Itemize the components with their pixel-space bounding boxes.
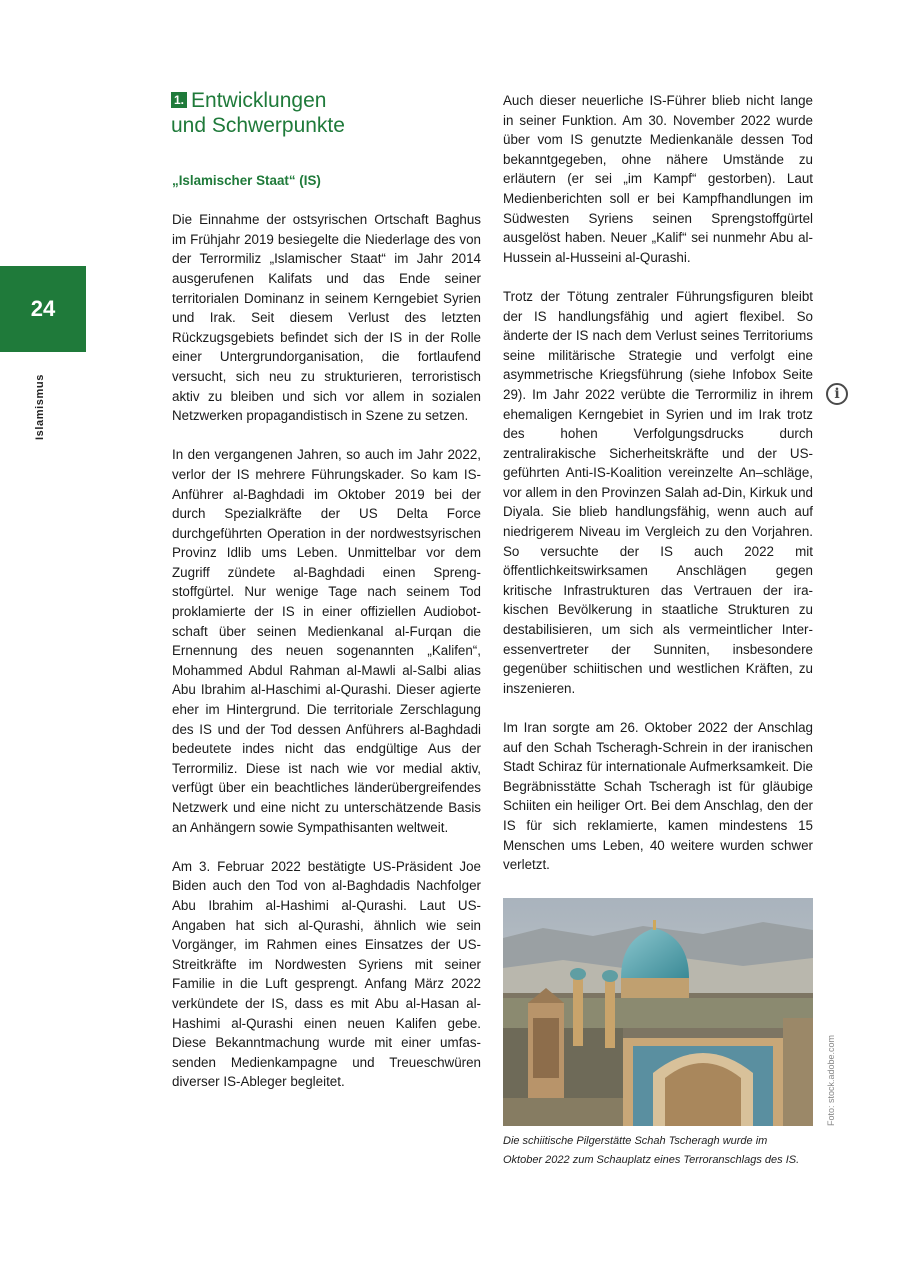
paragraph: Im Iran sorgte am 26. Oktober 2022 der Anschlag auf den Schah Tscheragh-Schrein in der iranischen Stadt Schiraz für internationale Aufmerksamkeit. Die Begräbnisstätte Schah Tscheragh ist für gläubige Schiiten ein heiliger Ort. Bei dem Anschlag, den der IS für sich reklamierte, kamen mindestens 15 Menschen ums Leben, 40 weitere wurden schwer verletzt.	[503, 720, 813, 873]
photo-credit: Foto: stock.adobe.com	[826, 1034, 836, 1126]
right-column	[503, 91, 813, 894]
photo-caption	[503, 1132, 833, 1170]
paragraph: Auch dieser neuerliche IS-Führer blieb nicht lange in seiner Funktion. Am 30. November 2022 wurde über vom IS genutzte Medienkanäle dessen Tod bekanntgegeben, ohne nähere Umstände zu erläutern (er sei „im Kampf“ gestorben). Laut Medienberichten soll er bei Kampfhandlungen im Südwesten Syriens seinen Sprengstoffgürtel ausgelöst haben. Neuer „Kalif“ sei nunmehr Abu al-Hussein al-Husseini al-Qurashi.	[503, 93, 813, 265]
paragraph: Die Einnahme der ostsyrischen Ortschaft Baghus im Frühjahr 2019 besiegelte die Niederlage des von der Terrormiliz „Islamischer Staat“ im Jahr 2014 ausgerufenen Kalifats und das Ende seiner territorialen Dominanz in seinem Kerngebiet Syrien und Irak. Seit diesem Verlust des letzten Rückzugsgebiets befindet sich der IS in der Rolle einer Untergrundorganisation, die fortlaufend versucht, sich neu zu strukturieren, terroristisch aktiv zu bleiben und sich vor allem in sozialen Netzwerken propagandistisch in Szene zu setzen.	[172, 212, 481, 424]
subheading: „Islamischer Staat“ (IS)	[172, 173, 321, 188]
shrine-photo	[503, 898, 813, 1126]
paragraph: Am 3. Februar 2022 bestätigte US-Präsident Joe Biden auch den Tod von al-Baghdadis Nachfolger Abu Ibrahim al-Hashimi al-Qurashi. Laut US-Angaben hat sich al-Qurashi, ähnlich wie sein Vorgänger, im Rahmen eines Einsatzes der US-Streitkräfte im Nordwesten Syriens mit seiner Familie in die Luft gesprengt. Anfang März 2022 verkündete der IS, dass es mit Abu al-Hasan al-Hashimi al-Qurashi einen neuen Kalifen gebe. Diese Bekanntmachung wurde mit einer umfassenden Medienkampagne und Treueschwüren diverser IS-Ableger begleitet.	[172, 858, 481, 1090]
page-number: 24	[30, 296, 56, 321]
heading-line-1: Entwicklungen	[191, 89, 327, 112]
heading-number-badge: 1.	[171, 92, 187, 108]
page-number-box	[0, 266, 86, 352]
info-icon[interactable]: i	[826, 383, 848, 405]
caption-line-2: Oktober 2022 zum Schauplatz eines Terroranschlags des IS.	[503, 1154, 800, 1166]
paragraph: Trotz der Tötung zentraler Führungsfiguren bleibt der IS handlungsfähig und agiert flexibel. So änderte der IS nach dem Verlust seines Territoriums seine militärische Strategie und verfolgt eine asymmetrische Kriegsführung (siehe Infobox Seite 29). Im Jahr 2022 verübte die Terrormiliz in ihrem ehemaligen Kerngebiet in Syrien und im Irak trotz des hohen Verfolgungsdrucks durch zentralirakische Sicherheitskräfte und der US-geführten Anti-IS-Koalition vereinzelte An–schläge, vor allem in den Provinzen Salah ad-Din, Kirkuk und Diyala. Sie blieb handlungsfähig, wenn auch auf niedrigerem Niveau im Vergleich zu den Vorjahren. So versuchte der IS auch 2022 mit öffentlichkeitswirksamen Anschlägen gegen kritische Infrastrukturen das Vertrauen der irakischen Bevölkerung in staatliche Strukturen zu destabilisieren, um sich als vermeintlicher Interessenvertreter der Sunniten, insbesondere gegenüber schiitischen und westlichen Kräften, zu inszenieren.	[503, 288, 813, 696]
heading-line-2: und Schwerpunkte	[171, 114, 345, 137]
section-heading	[171, 88, 491, 138]
shrine-photo-illustration	[503, 898, 813, 1126]
paragraph: In den vergangenen Jahren, so auch im Jahr 2022, verlor der IS mehrere Führungskader. So kam IS-Anführer al-Baghdadi im Oktober 2019 bei der durch Spezialkräfte der US Delta Force durchgeführten Operation in der nordwestsyrischen Provinz Idlib ums Leben. Unmittelbar vor dem Zugriff zündete al-Baghdadi einen Sprengstoffgürtel. Nur wenige Tage nach seinem Tod proklamierte der IS in einer offiziellen Audiobotschaft über seinen Medienkanal al-Furqan die Ernennung des neuen sogenannten „Kalifen“, Mohammed Abdul Rahman al-Mawli al-Salbi alias Abu Ibrahim al-Haschimi al-Qurashi. Dieser agierte eher im Hintergrund. Die territoriale Zerschlagung des IS und der Tod dessen Anführers al-Baghdadi bedeutete indes nicht das endgültige Aus der Terrormiliz. Diese ist nach wie vor medial aktiv, verfügt über ein beachtliches länderübergreifendes Netzwerk und eine nicht zu unterschätzende Basis an Anhängern sowie Sympathisanten weltweit.	[172, 447, 481, 835]
section-label: Islamismus	[34, 374, 46, 440]
caption-line-1: Die schiitische Pilgerstätte Schah Tscheragh wurde im	[503, 1135, 768, 1147]
left-column	[172, 171, 481, 1112]
